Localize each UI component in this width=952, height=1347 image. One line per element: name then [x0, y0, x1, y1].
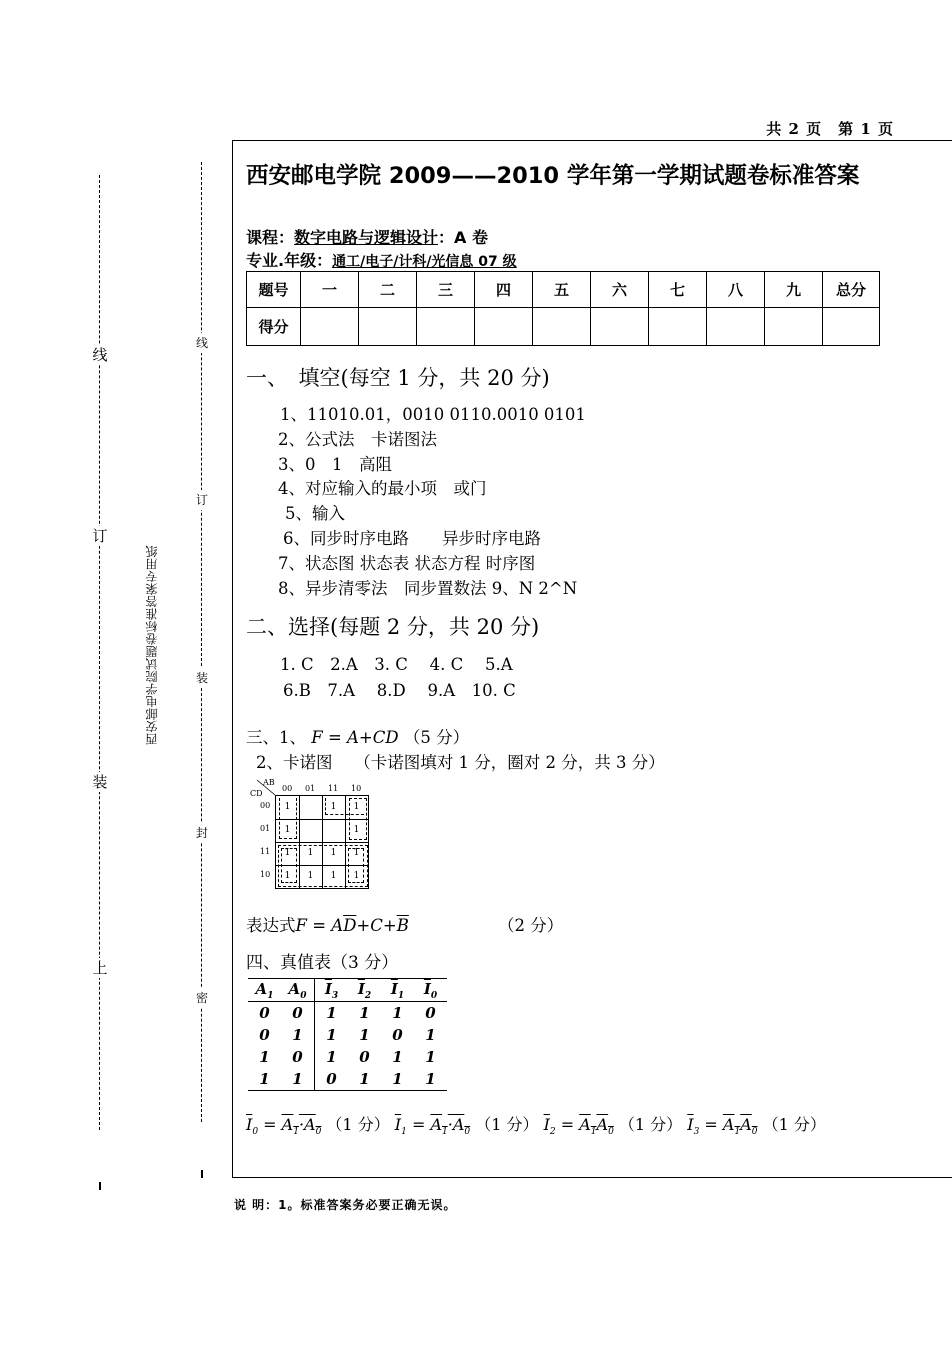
kmap-cell: [299, 819, 322, 842]
document-title: 西安邮电学院 2009——2010 学年第一学期试题卷标准答案: [246, 163, 860, 189]
kmap-row-label: 01: [260, 824, 271, 833]
section1-heading: 一、 填空(每空 1 分，共 20 分): [246, 366, 550, 390]
score-cell[interactable]: [707, 308, 765, 346]
kmap-cell: 1: [284, 802, 291, 812]
truth-cell: 1: [281, 1068, 315, 1091]
answer-line: 2、公式法 卡诺图法: [278, 430, 437, 449]
score-col-8: 八: [707, 272, 765, 308]
truth-cell: 1: [381, 1068, 414, 1091]
truth-cell: 1: [281, 1024, 315, 1046]
section2-heading: 二、选择(每题 2 分，共 20 分): [246, 615, 540, 639]
expression-line: [246, 912, 409, 936]
margin-label-ding: 订: [90, 526, 110, 546]
margin-label-ding-right: 订: [192, 490, 212, 510]
score-col-9: 九: [765, 272, 823, 308]
major-value: 通工/电子/计科/光信息 07 级: [332, 254, 517, 270]
score-cell[interactable]: [591, 308, 649, 346]
output-equations: [246, 1112, 826, 1137]
score-cell[interactable]: [533, 308, 591, 346]
answer-line: 7、状态图 状态表 状态方程 时序图: [278, 554, 536, 573]
course-suffix: ：A 卷: [438, 228, 488, 247]
score-cell[interactable]: [475, 308, 533, 346]
kmap-grid: [275, 795, 369, 889]
binding-line-left: [99, 175, 100, 1130]
truth-cell: 1: [392, 1048, 403, 1066]
margin-label-zhuang-right: 装: [192, 668, 212, 688]
score-cell[interactable]: [359, 308, 417, 346]
page-info: 共 2 页 第 1 页: [766, 120, 894, 138]
kmap-cell: [322, 819, 345, 842]
score-col-4: 四: [475, 272, 533, 308]
section4-heading: 四、真值表（3 分）: [246, 953, 399, 973]
truth-header: $A_0$: [281, 979, 315, 1002]
truth-header: $\overline{I}_1$: [381, 979, 414, 1002]
score-col-6: 六: [591, 272, 649, 308]
answer-line: 6.B 7.A 8.D 9.A 10. C: [283, 681, 516, 700]
truth-header: $\overline{I}_3$: [315, 979, 349, 1002]
score-cell[interactable]: [301, 308, 359, 346]
section3-item2: 2、卡诺图 （卡诺图填对 1 分，圈对 2 分，共 3 分）: [256, 753, 665, 772]
answer-line: 5、输入: [285, 504, 345, 523]
score-row2-label: 得分: [247, 308, 301, 346]
kmap-cell: 1: [353, 871, 360, 881]
margin-label-xian: 线: [90, 345, 110, 365]
score-col-2: 二: [359, 272, 417, 308]
score-cell[interactable]: [417, 308, 475, 346]
section3-item1: [246, 724, 469, 748]
course-label: 课程：: [246, 228, 295, 247]
truth-cell: 0: [259, 1026, 270, 1044]
truth-cell: 1: [326, 1026, 337, 1044]
answer-line: 8、异步清零法 同步置数法 9、N 2^N: [278, 579, 578, 598]
truth-cell: 1: [425, 1026, 436, 1044]
kmap-cell: [299, 796, 322, 819]
truth-cell: 1: [392, 1004, 403, 1022]
expression-formula: $F = A\overline{D}+C+\overline{B}$: [295, 916, 409, 935]
binding-line-right: [201, 162, 202, 1122]
truth-cell: 0: [359, 1048, 370, 1066]
major-line: [246, 248, 517, 271]
truth-cell: 1: [359, 1004, 370, 1022]
section3-item1-score: （5 分）: [403, 728, 470, 747]
kmap-col-label: 10: [351, 784, 362, 793]
kmap-col-label: 00: [282, 784, 293, 793]
equation-score: （1 分）: [475, 1115, 539, 1134]
kmap-loop: [325, 798, 364, 815]
truth-cell: 0: [392, 1026, 403, 1044]
equation-i1: $\overline{I}_1 = A_1\cdot A_0$: [394, 1115, 471, 1138]
margin-label-feng-right: 封: [192, 823, 212, 843]
truth-cell: 1: [259, 1048, 270, 1066]
score-cell[interactable]: [649, 308, 707, 346]
kmap-cell: 1: [330, 802, 337, 812]
kmap-cell: 1: [353, 848, 360, 858]
side-caption: 西安邮电学院试题卷标准答案专用纸: [145, 545, 159, 745]
kmap-cell: 1: [284, 825, 291, 835]
kmap-cell: 1: [284, 848, 291, 858]
equation-i2: $\overline{I}_2 = A_1A_0$: [543, 1115, 614, 1138]
answer-line: 6、同步时序电路 异步时序电路: [283, 529, 541, 548]
score-table: [246, 271, 880, 346]
truth-cell: 1: [414, 1068, 447, 1091]
kmap-cell: 1: [307, 871, 314, 881]
kmap-loop: [281, 848, 297, 883]
answer-line: 4、对应输入的最小项 或门: [278, 479, 487, 498]
equation-score: （1 分）: [326, 1115, 390, 1134]
truth-header: $A_1$: [248, 979, 281, 1002]
margin-tick-left: [99, 1182, 101, 1190]
truth-cell: 0: [281, 1002, 315, 1025]
score-col-5: 五: [533, 272, 591, 308]
formula-f: F = A+CD: [311, 728, 399, 747]
kmap-row-label: 00: [260, 801, 271, 810]
expression-score: （2 分）: [498, 916, 564, 935]
kmap-cell: 1: [353, 802, 360, 812]
footer-note: 说 明：1。标准答案务必要正确无误。: [234, 1198, 457, 1212]
truth-cell: 0: [259, 1004, 270, 1022]
score-cell[interactable]: [765, 308, 823, 346]
kmap-loop: [279, 798, 297, 839]
truth-cell: 0: [315, 1068, 349, 1091]
score-col-7: 七: [649, 272, 707, 308]
truth-cell: 1: [425, 1048, 436, 1066]
kmap-row-label: 10: [260, 870, 271, 879]
margin-label-zhuang: 装: [90, 772, 110, 792]
truth-cell: 1: [326, 1004, 337, 1022]
score-row-label: 题号: [247, 272, 301, 308]
answer-line: 3、0 1 高阻: [278, 455, 392, 474]
truth-cell: 1: [326, 1048, 337, 1066]
equation-i0: $\overline{I}_0 = A_1\cdot A_0$: [246, 1115, 322, 1138]
kmap-corner-left: CD: [250, 789, 263, 798]
kmap-cell: 1: [330, 848, 337, 858]
truth-header: $\overline{I}_2$: [348, 979, 381, 1002]
kmap-col-label: 11: [328, 784, 339, 793]
kmap-loop: [348, 848, 364, 883]
karnaugh-map: [248, 778, 373, 888]
truth-cell: 1: [359, 1026, 370, 1044]
truth-cell: 1: [248, 1068, 281, 1091]
course-name: 数字电路与逻辑设计: [294, 228, 439, 247]
truth-header: $\overline{I}_0$: [414, 979, 447, 1002]
truth-cell: 0: [425, 1004, 436, 1022]
equation-i3: $\overline{I}_3 = A_1A_0$: [687, 1115, 758, 1138]
margin-label-mi-right: 密: [192, 988, 212, 1008]
answer-line: 1. C 2.A 3. C 4. C 5.A: [280, 655, 513, 674]
major-label: 专业.年级：: [246, 251, 333, 270]
course-line: [246, 225, 488, 248]
kmap-col-label: 01: [305, 784, 316, 793]
kmap-cell: 1: [353, 825, 360, 835]
margin-tick-right: [201, 1170, 203, 1178]
expression-prefix: 表达式: [246, 916, 296, 935]
margin-label-xian-right: 线: [192, 333, 212, 353]
kmap-cell: 1: [330, 871, 337, 881]
truth-table: [248, 978, 447, 1091]
margin-label-shang: 上: [90, 958, 110, 978]
score-col-3: 三: [417, 272, 475, 308]
score-col-1: 一: [301, 272, 359, 308]
score-col-total: 总分: [823, 272, 880, 308]
kmap-corner-top: AB: [263, 778, 275, 787]
truth-cell: 0: [281, 1046, 315, 1068]
score-cell[interactable]: [823, 308, 880, 346]
kmap-cell: 1: [307, 848, 314, 858]
kmap-cell: 1: [284, 871, 291, 881]
truth-cell: 1: [348, 1068, 381, 1091]
kmap-row-label: 11: [260, 847, 271, 856]
answer-line: 1、11010.01，0010 0110.0010 0101: [280, 405, 586, 424]
equation-score: （1 分）: [762, 1115, 826, 1134]
section3-item1-prefix: 三、1、: [246, 728, 306, 747]
equation-score: （1 分）: [618, 1115, 683, 1134]
